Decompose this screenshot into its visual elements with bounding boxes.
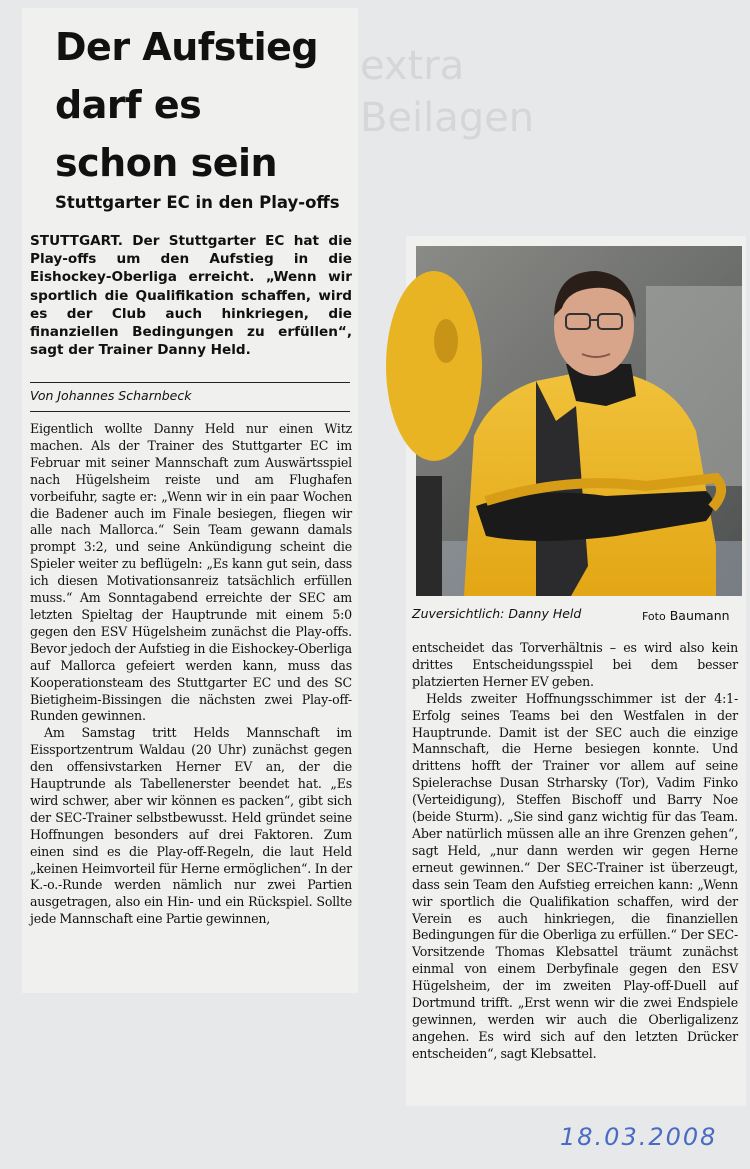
article-column-2 (412, 640, 738, 1063)
photo-credit-label: Foto (642, 610, 666, 623)
byline: Von Johannes Scharnbeck (30, 388, 192, 403)
bleed-through-line: extra (360, 43, 465, 89)
lead-paragraph: STUTTGART. Der Stuttgarter EC hat die Play-offs um den Aufstieg in die Eishockey-Oberliga erreicht. „Wenn wir sportlich die Qualifikation schaffen, wird es der Club auch hinkriegen, die finanziellen Bedingungen zu erfüllen“, sagt der Trainer Danny Held. (30, 233, 352, 359)
photo-danny-held (416, 246, 742, 596)
paragraph: Helds zweiter Hoffnungsschimmer ist der 4:1-Erfolg seines Teams bei den Westfalen in der Hauptrunde. Damit ist der SEC auch die einzige Mannschaft, die Herne besiegen konnte. Und drittens hofft der Trainer vor allem auf seine Spielerachse Dusan Strharsky (Tor), Vadim Finko (Verteidigung), Steffen Bischoff und Barry Noe (beide Sturm). „Sie sind ganz wichtig für das Team. Aber natürlich müssen alle an ihre Grenzen gehen“, sagt Held, „nur dann werden wir gegen Herne erneut gewinnen.“ Der SEC-Trainer ist überzeugt, dass sein Team den Aufstieg erreichen kann: „Wenn wir sportlich die Qualifikation schaffen, wird der Verein es auch hinkriegen, die finanziellen Bedingungen für die Oberliga zu erfüllen.“ Der SEC-Vorsitzende Thomas Klebsattel träumt zunächst einmal von einem Derbyfinale gegen den ESV Hügelsheim, der im zweiten Play-off-Duell auf Dortmund trifft. „Erst wenn wir die zwei Endspiele gewinnen, werden wir auch die Oberligalizenz angehen. Es wird sich auf den letzten Drücker entscheiden“, sagt Klebsattel. (412, 690, 738, 1061)
article-column-1 (30, 421, 352, 928)
bleed-through-text (360, 40, 535, 240)
byline-rule-bottom (30, 411, 350, 412)
photo-caption: Zuversichtlich: Danny Held (412, 606, 582, 621)
portrait-image (416, 246, 742, 596)
paragraph: Eigentlich wollte Danny Held nur einen Witz machen. Als der Trainer des Stuttgarter EC im Februar mit seiner Mannschaft zum Auswärtsspiel nach Hügelsheim reiste und am Flughafen vorbeifuhr, sagte er: „Wenn wir in ein paar Wochen die Badener auch im Finale besiegen, fliegen wir alle nach Mallorca.“ Sein Team gewann damals prompt 3:2, und seine Ankündigung scheint die Spieler weiter zu beflügeln: „Es kann gut sein, dass ich diesen Motivationsanreiz tatsächlich erfüllen muss.“ Am Sonntagabend erreichte der SEC am letzten Spieltag der Hauptrunde mit einem 5:0 gegen den ESV Hügelsheim zunächst die Play-offs. Bevor jedoch der Aufstieg in die Eishockey-Oberliga auf Mallorca gefeiert werden kann, muss das Kooperationsteam des Stuttgarter EC und des SC Bietigheim-Bissingen die nächsten zwei Play-off-Runden gewinnen. (30, 421, 352, 724)
bleed-through-line: Beilagen (360, 95, 535, 141)
paragraph: entscheidet das Torverhältnis – es wird also kein drittes Entscheidungsspiel bei dem besser platzierten Herner EV geben. (412, 640, 738, 689)
headline: Der Aufstieg darf es schon sein (55, 25, 319, 185)
photo-credit (642, 608, 730, 623)
subheadline: Stuttgarter EC in den Play-offs (55, 193, 340, 212)
photo-credit-name: Baumann (669, 608, 730, 623)
byline-rule-top (30, 382, 350, 383)
handwritten-date: 18.03.2008 (560, 1123, 718, 1151)
paragraph: Am Samstag tritt Helds Mannschaft im Eissportzentrum Waldau (20 Uhr) zunächst gegen den offensivstarken Herner EV an, der die Hauptrunde als Tabellenerster beendet hat. „Es wird schwer, aber wir können es packen“, gibt sich der SEC-Trainer selbstbewusst. Held gründet seine Hoffnungen besonders auf drei Faktoren. Zum einen sind es die Play-off-Regeln, die laut Held „keinen Heimvorteil für Herne ermöglichen“. In der K.-o.-Runde werden nämlich nur zwei Partien ausgetragen, also ein Hin- und ein Rückspiel. Sollte jede Mannschaft eine Partie gewinnen, (30, 725, 352, 927)
